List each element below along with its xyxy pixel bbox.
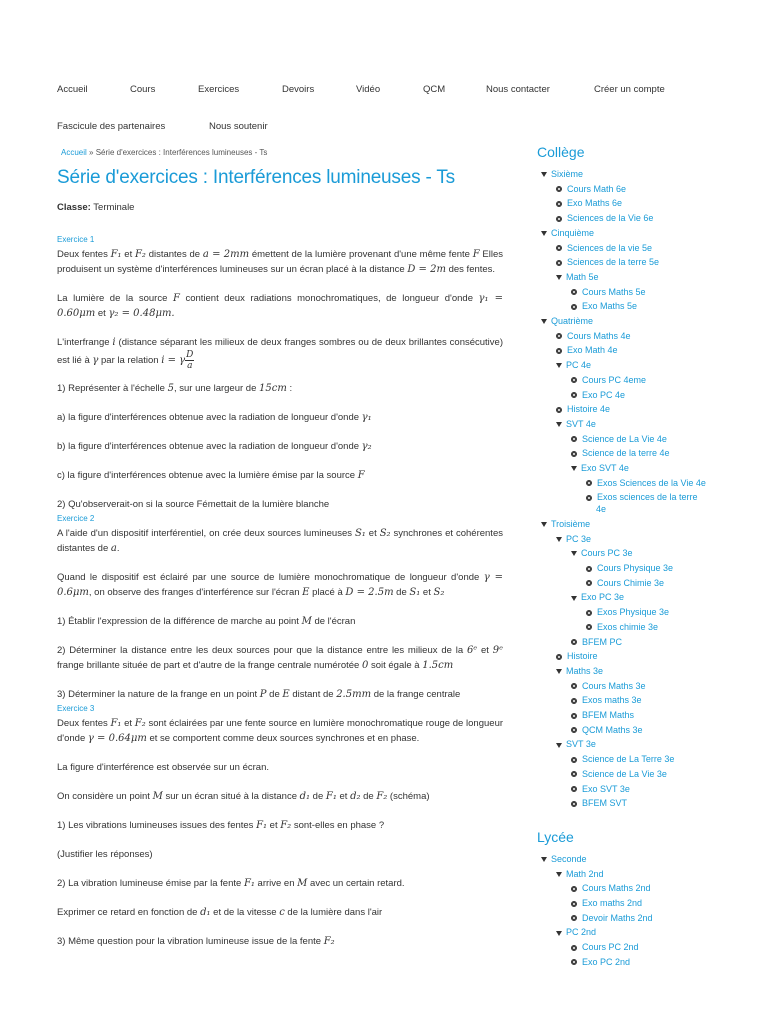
college-item-link[interactable]: Sciences de la terre 5e bbox=[567, 257, 660, 268]
exercise-3-justify: (Justifier les réponses) bbox=[57, 849, 153, 860]
t: sont éclairées par une fente source en lumière monochromatique rouge de longueur d'onde bbox=[57, 718, 504, 744]
m: 6ᵉ bbox=[466, 645, 478, 656]
nav-accueil[interactable]: Accueil bbox=[57, 84, 88, 95]
college-item-link[interactable]: Exo Maths 5e bbox=[582, 301, 638, 312]
college-item[interactable] bbox=[537, 432, 762, 447]
t: et bbox=[336, 791, 351, 802]
nav-video[interactable]: Vidéo bbox=[356, 84, 381, 95]
t: : bbox=[286, 383, 293, 394]
t: a) la figure d'interférences obtenue avec la radiation de longueur d'onde bbox=[57, 412, 362, 423]
college-item-link[interactable]: Cours Maths 5e bbox=[582, 286, 646, 297]
top-nav-row2 bbox=[57, 121, 268, 132]
college-item[interactable] bbox=[537, 635, 762, 650]
lycee-item-link[interactable]: PC 2nd bbox=[566, 927, 597, 938]
t: 3) Déterminer la nature de la frange en un point bbox=[57, 689, 260, 700]
m: S₁ bbox=[354, 528, 366, 539]
college-item-link[interactable]: SVT 3e bbox=[566, 739, 596, 750]
t: et bbox=[121, 249, 135, 260]
m: d₁ bbox=[299, 791, 311, 802]
college-item[interactable] bbox=[537, 358, 762, 373]
m: F₂ bbox=[134, 249, 146, 260]
nav-contact[interactable]: Nous contacter bbox=[486, 84, 550, 95]
sidebar-college-title: Collège bbox=[537, 144, 585, 160]
t: (schéma) bbox=[387, 791, 430, 802]
t: soit égale à bbox=[368, 660, 423, 671]
college-item[interactable] bbox=[537, 476, 762, 491]
exercise-3-paragraph-1 bbox=[57, 716, 503, 746]
t: de bbox=[360, 791, 377, 802]
t: Deux fentes bbox=[57, 718, 111, 729]
m: 2.5mm bbox=[336, 689, 372, 700]
m: F₁ bbox=[110, 249, 122, 260]
t: de bbox=[266, 689, 283, 700]
t: de l'écran bbox=[311, 616, 356, 627]
college-item-link[interactable]: Science de La Vie 4e bbox=[582, 433, 667, 444]
nav-devoirs[interactable]: Devoirs bbox=[282, 84, 315, 95]
t: La lumière de la source bbox=[57, 293, 173, 304]
exercise-3-paragraph-3 bbox=[57, 789, 503, 804]
exercise-2-paragraph-2 bbox=[57, 570, 503, 600]
college-item[interactable] bbox=[537, 388, 762, 403]
exercise-1-question-a bbox=[57, 410, 503, 425]
college-item[interactable] bbox=[537, 402, 762, 417]
college-item-link[interactable]: Quatrième bbox=[551, 316, 594, 327]
sidebar bbox=[537, 144, 762, 970]
college-item[interactable] bbox=[537, 532, 762, 547]
college-item-link[interactable]: Sixième bbox=[551, 169, 584, 179]
m: γ = 0.64μm bbox=[87, 733, 147, 744]
class-info bbox=[57, 202, 503, 213]
t: contient deux radiations monochromatiques, de longueur d'onde bbox=[179, 293, 479, 304]
m: S₂ bbox=[433, 587, 445, 598]
fraction-den: a bbox=[187, 361, 193, 371]
m: F₂ bbox=[376, 791, 388, 802]
lycee-item[interactable] bbox=[537, 940, 762, 955]
sidebar-lycee-title: Lycée bbox=[537, 828, 574, 845]
lycee-item-link[interactable]: Exo maths 2nd bbox=[582, 898, 643, 909]
college-item-link[interactable]: Exos sciences de la terre bbox=[597, 492, 698, 503]
lycee-item[interactable] bbox=[537, 881, 762, 896]
college-item-link[interactable]: Exos maths 3e bbox=[582, 695, 642, 706]
m: F bbox=[172, 293, 180, 304]
exercise-1-question-c bbox=[57, 468, 503, 483]
college-item-link[interactable]: Histoire bbox=[567, 651, 598, 662]
breadcrumb bbox=[61, 148, 503, 157]
m: S₂ bbox=[379, 528, 391, 539]
m: i bbox=[112, 337, 116, 348]
t: et de la vitesse bbox=[210, 907, 280, 918]
t: de la lumière dans l'air bbox=[284, 907, 383, 918]
exercise-2-question-1 bbox=[57, 614, 503, 629]
college-item[interactable] bbox=[537, 546, 762, 561]
college-item[interactable] bbox=[537, 693, 762, 708]
college-item-link[interactable]: Cours Chimie 3e bbox=[597, 577, 665, 588]
college-item-link[interactable]: Exos Sciences de la Vie 4e bbox=[597, 477, 706, 488]
t: de bbox=[393, 587, 410, 598]
lycee-item[interactable] bbox=[537, 896, 762, 911]
college-item-link[interactable]: Exos chimie 3e bbox=[597, 621, 659, 632]
breadcrumb-sep: » bbox=[89, 148, 94, 157]
exercise-1-question-1 bbox=[57, 381, 503, 396]
t: On considère un point bbox=[57, 791, 153, 802]
m: E bbox=[282, 689, 290, 700]
t: et bbox=[365, 528, 380, 539]
t: , sur une largeur de bbox=[173, 383, 260, 394]
college-item-link[interactable]: Troisième bbox=[551, 518, 591, 529]
m: M bbox=[297, 878, 308, 889]
t: et bbox=[420, 587, 434, 598]
college-item-link[interactable]: QCM Maths 3e bbox=[582, 724, 643, 735]
t: de la frange centrale bbox=[371, 689, 461, 700]
college-item[interactable] bbox=[537, 329, 762, 344]
t: , on observe des franges d'interférence sur l'écran bbox=[88, 587, 303, 598]
college-item-link[interactable]: Exo PC 3e bbox=[581, 592, 625, 603]
lycee-item-link[interactable]: Seconde bbox=[551, 853, 587, 864]
t: distantes de bbox=[145, 249, 203, 260]
m: γ = 0.6μm bbox=[57, 572, 503, 598]
exercise-2-paragraph-1: A l'aide d'un dispositif interférentiel, on crée deux sources lumineuses S₁ et S₂ synchrones et cohérentes distantes de a. bbox=[57, 528, 503, 554]
m: D = 2.5m bbox=[345, 587, 394, 598]
t: 3) Même question pour la vibration lumineuse issue de la fente bbox=[57, 936, 324, 947]
m: d₂ bbox=[350, 791, 361, 802]
exercise-1-paragraph-1 bbox=[57, 247, 503, 277]
college-item-link[interactable]: PC 3e bbox=[566, 533, 592, 544]
m: γ₁ = 0.60μm bbox=[57, 293, 503, 319]
m: E bbox=[302, 587, 310, 598]
exercise-1-paragraph-2 bbox=[57, 291, 503, 321]
t: Quand le dispositif est éclairé par une source de lumière monochromatique de longueur d'onde bbox=[57, 572, 484, 583]
college-item-link[interactable]: Cours PC 4eme bbox=[582, 374, 647, 385]
t: Elles produisent un système d'interférences lumineuses sur un écran placé à la distance bbox=[57, 249, 504, 275]
t: (distance séparant les milieux de deux franges sombres ou de deux brillantes consécutive) est lié à bbox=[57, 337, 503, 367]
breadcrumb-current: Série d'exercices : Interférences lumineuses - Ts bbox=[95, 148, 268, 157]
m: M bbox=[152, 791, 163, 802]
t: sur un écran situé à la distance bbox=[162, 791, 300, 802]
college-item-link[interactable]: Exos Physique 3e bbox=[597, 607, 670, 618]
exercise-1-paragraph-3 bbox=[57, 335, 503, 371]
m: c bbox=[279, 907, 285, 918]
college-item-link[interactable]: Science de la terre 4e bbox=[582, 448, 670, 459]
m: 1.5cm bbox=[422, 660, 454, 671]
m: γ₁ bbox=[361, 412, 372, 423]
t: par la relation bbox=[98, 355, 162, 367]
college-item-link[interactable]: Science de La Vie 3e bbox=[582, 768, 667, 779]
college-item-continuation[interactable]: 4e bbox=[596, 504, 607, 515]
main-content bbox=[57, 148, 503, 949]
m: F₁ bbox=[110, 718, 122, 729]
college-item[interactable] bbox=[537, 343, 762, 358]
m: F₂ bbox=[134, 718, 146, 729]
t: 2) La vibration lumineuse émise par la fente bbox=[57, 878, 244, 889]
t: frange brillante située de part et d'autre de la frange centrale numérotée bbox=[57, 660, 362, 671]
exercise-1-question-b bbox=[57, 439, 503, 454]
college-item[interactable] bbox=[537, 299, 762, 314]
m: γ bbox=[92, 355, 99, 367]
college-item-link[interactable]: Math 5e bbox=[566, 271, 599, 282]
t: et bbox=[95, 308, 109, 319]
college-item[interactable] bbox=[537, 226, 762, 241]
college-item-link[interactable]: Cours Physique 3e bbox=[597, 562, 674, 573]
college-item[interactable] bbox=[537, 241, 762, 256]
college-item-link[interactable]: Cours Maths 4e bbox=[567, 330, 631, 341]
college-item[interactable] bbox=[537, 723, 762, 738]
m: a bbox=[110, 543, 117, 554]
exercise-1-question-2: 2) Qu'observerait-on si la source Fémettait de la lumière blanche bbox=[57, 499, 330, 510]
t: c) la figure d'interférences obtenue avec la lumière émise par la source bbox=[57, 470, 358, 481]
college-item-link[interactable]: Histoire 4e bbox=[567, 404, 611, 415]
m: 15cm bbox=[259, 383, 287, 394]
t: Exprimer ce retard en fonction de bbox=[57, 907, 201, 918]
college-item[interactable] bbox=[537, 517, 762, 532]
college-item[interactable] bbox=[537, 373, 762, 388]
college-tree bbox=[537, 167, 762, 811]
college-item[interactable] bbox=[537, 417, 762, 432]
t: émettent de la lumière provenant d'une même fente bbox=[249, 249, 473, 260]
exercise-2-title: Exercice 2 bbox=[57, 514, 95, 523]
page-title: Série d'exercices : Interférences lumineuses - Ts bbox=[57, 167, 455, 188]
t: 1) Établir l'expression de la différence de marche au point bbox=[57, 616, 302, 627]
exercise-3-question-3 bbox=[57, 934, 503, 949]
m: S₁ bbox=[409, 587, 421, 598]
t: sont-elles en phase ? bbox=[291, 820, 385, 831]
t: b) la figure d'interférences obtenue avec la radiation de longueur d'onde bbox=[57, 441, 362, 452]
college-item-link[interactable]: PC 4e bbox=[566, 360, 592, 371]
lycee-item-link[interactable]: Exo PC 2nd bbox=[582, 956, 631, 967]
top-nav bbox=[57, 84, 665, 95]
college-item-link[interactable]: Exo SVT 4e bbox=[581, 463, 629, 474]
college-item[interactable] bbox=[537, 782, 762, 797]
college-item-link[interactable]: Science de La Terre 3e bbox=[582, 754, 675, 765]
lycee-tree bbox=[537, 852, 762, 970]
exercise-1-title: Exercice 1 bbox=[57, 235, 95, 244]
m: 5 bbox=[167, 383, 174, 394]
college-item-link[interactable]: Maths 3e bbox=[566, 665, 604, 676]
college-item[interactable] bbox=[537, 737, 762, 752]
college-item-link[interactable]: Exo SVT 3e bbox=[582, 783, 630, 794]
college-item-link[interactable]: Sciences de la vie 5e bbox=[567, 242, 653, 253]
exercise-2-question-2 bbox=[57, 643, 503, 673]
college-item-link[interactable]: BFEM Maths bbox=[582, 710, 635, 721]
nav-cours[interactable]: Cours bbox=[130, 84, 156, 95]
breadcrumb-home[interactable]: Accueil bbox=[61, 148, 87, 157]
lycee-item-link[interactable]: Math 2nd bbox=[566, 868, 604, 879]
lycee-item-link[interactable]: Cours PC 2nd bbox=[582, 942, 639, 953]
t: synchrones et cohérentes distantes de bbox=[57, 528, 503, 554]
nav-exercices[interactable]: Exercices bbox=[198, 84, 240, 95]
college-item[interactable] bbox=[537, 664, 762, 679]
nav-partners[interactable]: Fascicule des partenaires bbox=[57, 121, 166, 132]
t: A l'aide d'un dispositif interférentiel, on crée deux sources lumineuses bbox=[57, 528, 355, 539]
m: i = γ bbox=[161, 355, 186, 367]
t: L'interfrange bbox=[57, 337, 113, 348]
college-item[interactable] bbox=[537, 649, 762, 664]
class-value: Terminale bbox=[93, 202, 135, 213]
t: 2) Déterminer la distance entre les deux sources pour que la distance entre les milieux de la bbox=[57, 645, 467, 656]
lycee-item[interactable] bbox=[537, 911, 762, 926]
m: F bbox=[472, 249, 480, 260]
college-item[interactable] bbox=[537, 211, 762, 226]
nav-support[interactable]: Nous soutenir bbox=[209, 121, 268, 132]
lycee-item-link[interactable]: Devoir Maths 2nd bbox=[582, 912, 653, 923]
college-item[interactable] bbox=[537, 679, 762, 694]
m: 9ᵉ bbox=[492, 645, 503, 656]
college-item[interactable] bbox=[537, 796, 762, 811]
m: F₂ bbox=[280, 820, 292, 831]
m: 0 bbox=[361, 660, 369, 671]
college-item[interactable] bbox=[537, 182, 762, 197]
college-item-link[interactable]: BFEM PC bbox=[582, 636, 623, 647]
college-item[interactable] bbox=[537, 461, 762, 476]
lycee-item-link[interactable]: Cours Maths 2nd bbox=[582, 883, 651, 894]
exercise-3-question-2 bbox=[57, 876, 503, 891]
college-item-link[interactable]: Cours PC 3e bbox=[581, 548, 633, 559]
exercise-2-question-3 bbox=[57, 687, 503, 702]
college-item[interactable] bbox=[537, 605, 762, 620]
m: d₁ bbox=[200, 907, 211, 918]
t: distant de bbox=[289, 689, 337, 700]
m: F₁ bbox=[256, 820, 268, 831]
lycee-item[interactable] bbox=[537, 925, 762, 940]
college-item[interactable] bbox=[537, 285, 762, 300]
college-item-link[interactable]: Cinquième bbox=[551, 227, 595, 238]
t: 1) Les vibrations lumineuses issues des fentes bbox=[57, 820, 257, 831]
college-item[interactable] bbox=[537, 446, 762, 461]
college-item[interactable] bbox=[537, 561, 762, 576]
t: 1) Représenter à l'échelle bbox=[57, 383, 168, 394]
college-item[interactable] bbox=[537, 590, 762, 605]
t: Deux fentes bbox=[57, 249, 111, 260]
college-item-link[interactable]: Exo PC 4e bbox=[582, 389, 626, 400]
college-item-link[interactable]: Cours Math 6e bbox=[567, 183, 627, 194]
exercise-3-question-2-detail bbox=[57, 905, 503, 920]
nav-qcm[interactable]: QCM bbox=[423, 84, 446, 95]
m: a = 2mm bbox=[202, 249, 250, 260]
college-item[interactable] bbox=[537, 767, 762, 782]
college-item[interactable] bbox=[537, 314, 762, 329]
m: F₁ bbox=[243, 878, 255, 889]
t: et bbox=[477, 645, 493, 656]
t: de bbox=[310, 791, 326, 802]
t: et se comportent comme deux sources synchrones et en phase. bbox=[146, 733, 420, 744]
college-item-link[interactable]: SVT 4e bbox=[566, 418, 596, 429]
lycee-item[interactable] bbox=[537, 867, 762, 882]
college-item-link[interactable]: BFEM SVT bbox=[582, 798, 628, 809]
m: F₂ bbox=[323, 936, 335, 947]
m: D = 2m bbox=[407, 264, 446, 275]
college-item-link[interactable]: Exo Maths 6e bbox=[567, 198, 623, 209]
m: γ₂ bbox=[361, 441, 372, 452]
college-item[interactable] bbox=[537, 576, 762, 591]
exercise-3-title: Exercice 3 bbox=[57, 704, 95, 713]
m: F bbox=[357, 470, 365, 481]
college-item[interactable] bbox=[537, 708, 762, 723]
college-item[interactable] bbox=[537, 620, 762, 635]
class-label: Classe: bbox=[57, 202, 91, 213]
college-item[interactable] bbox=[537, 255, 762, 270]
college-item-link[interactable]: Sciences de la Vie 6e bbox=[567, 213, 654, 224]
fraction bbox=[185, 350, 194, 371]
college-item-link[interactable]: Exo Math 4e bbox=[567, 345, 618, 356]
lycee-item[interactable] bbox=[537, 955, 762, 970]
exercise-3-paragraph-2: La figure d'interférence est observée sur un écran. bbox=[57, 762, 269, 773]
college-item-link[interactable]: Cours Maths 3e bbox=[582, 680, 646, 691]
nav-create-account[interactable]: Créer un compte bbox=[594, 84, 665, 95]
t: et bbox=[121, 718, 135, 729]
college-item[interactable] bbox=[537, 752, 762, 767]
m: F₁ bbox=[325, 791, 337, 802]
m: M bbox=[301, 616, 312, 627]
m: P bbox=[259, 689, 267, 700]
lycee-item[interactable] bbox=[537, 852, 762, 867]
college-item[interactable] bbox=[537, 270, 762, 285]
t: placé à bbox=[309, 587, 346, 598]
m: γ₂ = 0.48μm. bbox=[108, 308, 175, 319]
exercise-3-question-1 bbox=[57, 818, 503, 833]
t: et bbox=[267, 820, 281, 831]
t: des fentes. bbox=[445, 264, 496, 275]
fraction-num: D bbox=[186, 350, 194, 360]
college-item[interactable] bbox=[537, 196, 762, 211]
t: avec un certain retard. bbox=[307, 878, 405, 889]
t: arrive en bbox=[254, 878, 298, 889]
college-item[interactable] bbox=[537, 167, 762, 182]
